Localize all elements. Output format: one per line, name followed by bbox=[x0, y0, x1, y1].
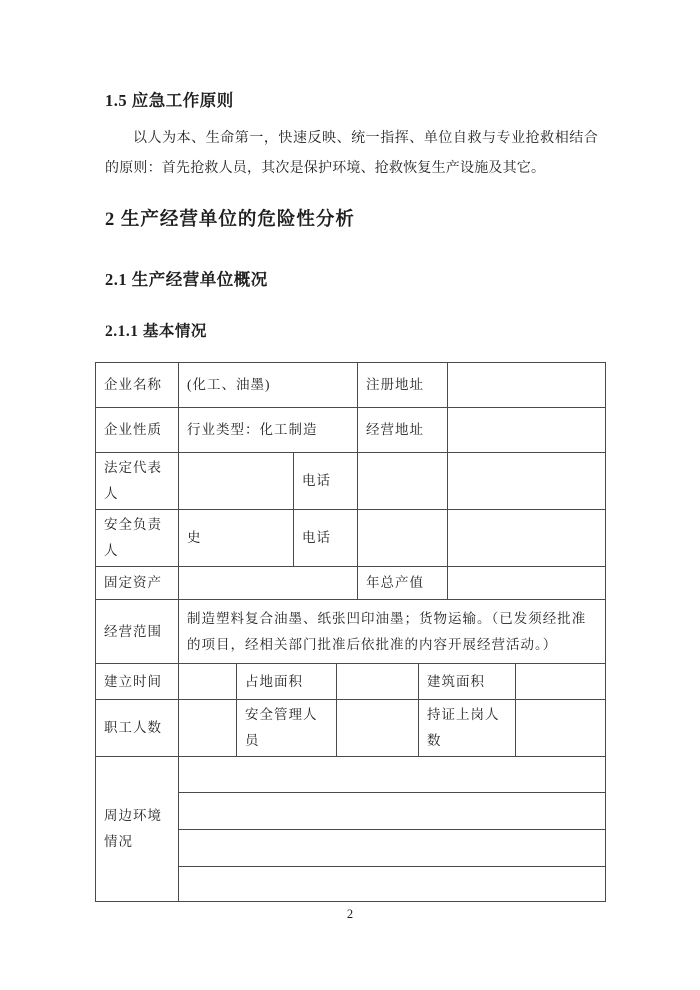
table-row bbox=[96, 664, 606, 700]
cell-surroundings-row3 bbox=[179, 830, 606, 867]
table-row bbox=[96, 510, 606, 567]
table-row bbox=[96, 700, 606, 757]
table-row bbox=[96, 567, 606, 600]
basic-info-table bbox=[95, 362, 606, 902]
table-row bbox=[96, 453, 606, 510]
cell-surroundings-row2 bbox=[179, 793, 606, 830]
cell-fixed-assets-value bbox=[179, 567, 358, 600]
cell-land-area-label: 占地面积 bbox=[237, 664, 337, 700]
cell-safety-managers-value bbox=[337, 700, 419, 757]
cell-certified-staff-value bbox=[516, 700, 606, 757]
cell-surroundings-label: 周边环境情况 bbox=[96, 757, 179, 902]
cell-fixed-assets-label: 固定资产 bbox=[96, 567, 179, 600]
heading-1-5-emergency-principles: 1.5 应急工作原则 bbox=[105, 91, 234, 110]
cell-company-name-value: (化工、油墨) bbox=[179, 363, 358, 408]
cell-registered-address-label: 注册地址 bbox=[358, 363, 448, 408]
cell-founded-label: 建立时间 bbox=[96, 664, 179, 700]
cell-company-name-label: 企业名称 bbox=[96, 363, 179, 408]
cell-legal-rep-label: 法定代表人 bbox=[96, 453, 179, 510]
cell-annual-output-value bbox=[448, 567, 606, 600]
table-row bbox=[96, 408, 606, 453]
cell-building-area-label: 建筑面积 bbox=[419, 664, 516, 700]
cell-legal-rep-extra bbox=[448, 453, 606, 510]
cell-business-address-value bbox=[448, 408, 606, 453]
table-row bbox=[96, 757, 606, 793]
heading-2-1-1-basic-info: 2.1.1 基本情况 bbox=[105, 323, 207, 340]
cell-registered-address-value bbox=[448, 363, 606, 408]
cell-safety-officer-label: 安全负责人 bbox=[96, 510, 179, 567]
cell-land-area-value bbox=[337, 664, 419, 700]
cell-staff-count-value bbox=[179, 700, 237, 757]
cell-safety-managers-label: 安全管理人员 bbox=[237, 700, 337, 757]
cell-legal-rep-phone-value bbox=[358, 453, 448, 510]
page-number: 2 bbox=[346, 907, 354, 921]
cell-staff-count-label: 职工人数 bbox=[96, 700, 179, 757]
cell-company-nature-value: 行业类型：化工制造 bbox=[179, 408, 358, 453]
cell-business-address-label: 经营地址 bbox=[358, 408, 448, 453]
cell-building-area-value bbox=[516, 664, 606, 700]
cell-legal-rep-value bbox=[179, 453, 294, 510]
cell-company-nature-label: 企业性质 bbox=[96, 408, 179, 453]
cell-safety-officer-phone-value bbox=[358, 510, 448, 567]
table-row bbox=[96, 363, 606, 408]
heading-2-1-company-overview: 2.1 生产经营单位概况 bbox=[105, 270, 268, 289]
cell-certified-staff-label: 持证上岗人数 bbox=[419, 700, 516, 757]
heading-2-risk-analysis: 2 生产经营单位的危险性分析 bbox=[105, 210, 355, 230]
cell-annual-output-label: 年总产值 bbox=[358, 567, 448, 600]
cell-legal-rep-phone-label: 电话 bbox=[294, 453, 358, 510]
cell-surroundings-row4 bbox=[179, 867, 606, 902]
cell-safety-officer-extra bbox=[448, 510, 606, 567]
cell-founded-value bbox=[179, 664, 237, 700]
table-row bbox=[96, 600, 606, 664]
cell-business-scope-label: 经营范围 bbox=[96, 600, 179, 664]
cell-safety-officer-value: 史 bbox=[179, 510, 294, 567]
cell-surroundings-row1 bbox=[179, 757, 606, 793]
paragraph-emergency-principles: 以人为本、生命第一，快速反映、统一指挥、单位自救与专业抢救相结合的原则：首先抢救人员，其次是保护环境、抢救恢复生产设施及其它。 bbox=[105, 131, 598, 176]
cell-safety-officer-phone-label: 电话 bbox=[294, 510, 358, 567]
cell-business-scope-value: 制造塑料复合油墨、纸张凹印油墨；货物运输。（已发须经批准的项目，经相关部门批准后依批准的内容开展经营活动。） bbox=[179, 600, 606, 664]
